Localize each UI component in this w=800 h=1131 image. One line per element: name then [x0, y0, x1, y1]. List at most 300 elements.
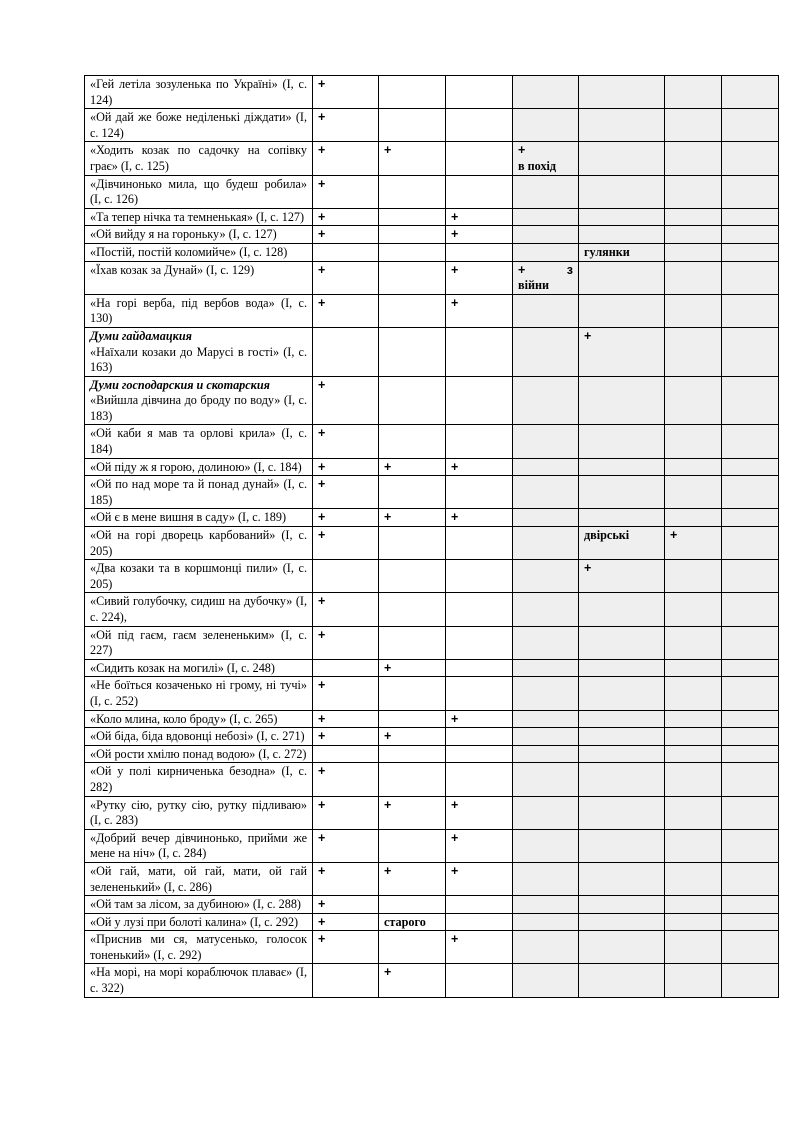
mark-cell-col1	[313, 862, 379, 895]
mark-cell-col2	[379, 913, 446, 931]
mark-cell-col2	[379, 243, 446, 261]
mark-cell-col6	[665, 593, 722, 626]
mark-cell-col4	[513, 175, 579, 208]
mark-cell-col6	[665, 913, 722, 931]
mark-cell-col5	[579, 931, 665, 964]
mark-cell-col3	[446, 593, 513, 626]
mark-cell-col3	[446, 931, 513, 964]
song-title-cell	[85, 294, 313, 327]
song-title-cell	[85, 243, 313, 261]
mark-cell-col7	[722, 763, 779, 796]
mark-word: старого	[384, 914, 426, 929]
song-title-cell	[85, 560, 313, 593]
mark-cell-col1	[313, 728, 379, 746]
mark-cell-col7	[722, 862, 779, 895]
plus-mark: +	[518, 143, 526, 158]
song-title-cell	[85, 458, 313, 476]
song-title: «Два козаки та в коршмонці пили» (І, с. 205)	[90, 561, 307, 591]
mark-cell-col5	[579, 677, 665, 710]
mark-cell-col6	[665, 76, 722, 109]
table-row	[85, 964, 779, 997]
mark-cell-col3	[446, 142, 513, 175]
mark-cell-col7	[722, 208, 779, 226]
plus-mark: +	[584, 328, 592, 343]
mark-cell-col3	[446, 261, 513, 294]
mark-cell-col6	[665, 476, 722, 509]
mark-cell-col7	[722, 659, 779, 677]
mark-cell-col5	[579, 728, 665, 746]
mark-cell-col7	[722, 964, 779, 997]
mark-cell-col2	[379, 509, 446, 527]
plus-mark: +	[451, 227, 459, 242]
mark-cell-col2	[379, 626, 446, 659]
table-row	[85, 677, 779, 710]
mark-cell-col7	[722, 913, 779, 931]
mark-cell-col5	[579, 261, 665, 294]
mark-cell-col3	[446, 796, 513, 829]
mark-cell-col1	[313, 243, 379, 261]
table-row	[85, 142, 779, 175]
plus-mark: +	[318, 932, 326, 947]
mark-cell-col5	[579, 964, 665, 997]
mark-cell-col2	[379, 425, 446, 458]
table-row	[85, 458, 779, 476]
plus-mark: +	[451, 863, 459, 878]
mark-cell-col5	[579, 862, 665, 895]
song-title-cell	[85, 677, 313, 710]
mark-cell-col6	[665, 659, 722, 677]
mark-cell-col3	[446, 829, 513, 862]
mark-cell-col6	[665, 509, 722, 527]
mark-cell-col1	[313, 659, 379, 677]
song-title-cell	[85, 226, 313, 244]
plus-mark: +	[384, 459, 392, 474]
plus-mark: +	[318, 830, 326, 845]
mark-cell-col1	[313, 829, 379, 862]
song-title: «Їхав козак за Дунай» (І, с. 129)	[90, 262, 255, 277]
mark-cell-col4	[513, 862, 579, 895]
plus-mark: +	[384, 510, 392, 525]
mark-cell-col1	[313, 677, 379, 710]
song-title: «Ой рости хмілю понад водою» (І, с. 272)	[90, 746, 307, 761]
song-title-cell	[85, 728, 313, 746]
mark-cell-col5	[579, 593, 665, 626]
mark-cell-col6	[665, 829, 722, 862]
mark-cell-col6	[665, 964, 722, 997]
plus-mark: +	[318, 711, 326, 726]
plus-mark: +	[318, 209, 326, 224]
mark-cell-col4	[513, 142, 579, 175]
mark-cell-col1	[313, 796, 379, 829]
mark-cell-col7	[722, 560, 779, 593]
mark-cell-col3	[446, 896, 513, 914]
song-title: «Сивий голубочку, сидиш на дубочку» (І, с. 224),	[90, 594, 307, 624]
mark-cell-col2	[379, 677, 446, 710]
mark-cell-col3	[446, 677, 513, 710]
plus-mark: +	[451, 510, 459, 525]
mark-cell-col5	[579, 829, 665, 862]
mark-cell-col1	[313, 208, 379, 226]
mark-cell-col5	[579, 376, 665, 425]
song-title: «Ой на горі дворець карбований» (І, с. 205)	[90, 528, 307, 558]
mark-cell-col2	[379, 763, 446, 796]
song-title: «Добрий вечер дівчинонько, прийми же мене на ніч» (І, с. 284)	[90, 830, 307, 861]
mark-cell-col5	[579, 626, 665, 659]
table-row	[85, 327, 779, 376]
mark-cell-col6	[665, 327, 722, 376]
mark-cell-col6	[665, 226, 722, 244]
mark-cell-col1	[313, 109, 379, 142]
plus-mark: +	[318, 678, 326, 693]
plus-mark: +	[318, 143, 326, 158]
plus-mark: +	[318, 77, 326, 91]
song-title: «На горі верба, під вербов вода» (І, с. 130)	[90, 295, 307, 326]
table-row	[85, 376, 779, 425]
song-title-cell	[85, 745, 313, 763]
song-title: «Коло млина, коло броду» (І, с. 265)	[90, 711, 278, 726]
mark-cell-col4	[513, 109, 579, 142]
mark-cell-col2	[379, 560, 446, 593]
plus-mark: +	[318, 510, 326, 525]
plus-mark: +	[384, 729, 392, 744]
table-row	[85, 862, 779, 895]
table-row	[85, 243, 779, 261]
mark-cell-col5	[579, 226, 665, 244]
song-title: «Ой у лузі при болоті калина» (І, с. 292)	[90, 914, 299, 929]
mark-cell-col7	[722, 728, 779, 746]
mark-cell-col5	[579, 745, 665, 763]
mark-cell-col4	[513, 327, 579, 376]
mark-cell-col2	[379, 862, 446, 895]
mark-cell-col5	[579, 208, 665, 226]
mark-cell-col7	[722, 931, 779, 964]
mark-cell-col4	[513, 896, 579, 914]
plus-mark: +	[384, 143, 392, 158]
song-title: «Та тепер нічка та темненькая» (І, с. 127)	[90, 209, 305, 224]
mark-cell-col5	[579, 425, 665, 458]
mark-cell-col5	[579, 796, 665, 829]
table-row	[85, 829, 779, 862]
mark-cell-col3	[446, 964, 513, 997]
song-title: «Гей летіла зозуленька по Україні» (І, с. 124)	[90, 77, 307, 107]
mark-cell-col5	[579, 76, 665, 109]
mark-cell-col3	[446, 509, 513, 527]
mark-cell-col5	[579, 763, 665, 796]
mark-cell-col3	[446, 710, 513, 728]
plus-mark: +	[384, 965, 392, 980]
mark-cell-col4	[513, 659, 579, 677]
mark-cell-col5	[579, 509, 665, 527]
mark-cell-col1	[313, 226, 379, 244]
mark-cell-col6	[665, 745, 722, 763]
mark-cell-col2	[379, 728, 446, 746]
mark-suffix: з	[566, 262, 573, 277]
table-row	[85, 294, 779, 327]
mark-cell-col2	[379, 659, 446, 677]
song-title-cell	[85, 261, 313, 294]
mark-cell-col6	[665, 560, 722, 593]
mark-cell-col2	[379, 527, 446, 560]
song-title: «Вийшла дівчина до броду по воду» (І, с. 183)	[90, 393, 307, 423]
songs-table-body	[85, 76, 779, 998]
mark-cell-col3	[446, 763, 513, 796]
mark-cell-col4	[513, 261, 579, 294]
mark-cell-col3	[446, 109, 513, 142]
song-title-cell	[85, 208, 313, 226]
table-row	[85, 560, 779, 593]
mark-cell-col7	[722, 593, 779, 626]
song-title: «Ой по над море та й понад дунай» (І, с. 185)	[90, 477, 307, 507]
plus-mark: +	[318, 295, 326, 310]
mark-cell-col1	[313, 527, 379, 560]
mark-cell-col1	[313, 294, 379, 327]
mark-cell-col5	[579, 327, 665, 376]
mark-cell-col4	[513, 243, 579, 261]
mark-cell-col6	[665, 175, 722, 208]
table-row	[85, 175, 779, 208]
table-row	[85, 261, 779, 294]
song-title: «Ой каби я мав та орлові крила» (І, с. 184)	[90, 426, 307, 457]
mark-cell-col2	[379, 76, 446, 109]
mark-cell-col4	[513, 294, 579, 327]
mark-cell-col5	[579, 913, 665, 931]
song-title: «Приснив ми ся, матусенько, голосок тоненький» (І, с. 292)	[90, 932, 307, 962]
mark-cell-col1	[313, 913, 379, 931]
song-title: «На морі, на морі кораблючок плаває» (І, с. 322)	[90, 965, 307, 996]
mark-cell-col2	[379, 458, 446, 476]
mark-cell-col6	[665, 626, 722, 659]
mark-cell-col1	[313, 142, 379, 175]
song-title-cell	[85, 829, 313, 862]
mark-cell-col3	[446, 745, 513, 763]
mark-cell-col5	[579, 142, 665, 175]
mark-cell-col1	[313, 626, 379, 659]
song-title-cell	[85, 659, 313, 677]
mark-cell-col5	[579, 527, 665, 560]
mark-cell-col4	[513, 476, 579, 509]
mark-cell-col1	[313, 76, 379, 109]
mark-cell-col6	[665, 142, 722, 175]
table-row	[85, 109, 779, 142]
mark-cell-col5	[579, 294, 665, 327]
mark-cell-col3	[446, 458, 513, 476]
mark-cell-col2	[379, 796, 446, 829]
song-title-cell	[85, 327, 313, 376]
plus-mark: +	[451, 830, 459, 845]
mark-cell-col2	[379, 376, 446, 425]
table-row	[85, 763, 779, 796]
song-title: «Наїхали козаки до Марусі в гості» (І, с. 163)	[90, 344, 307, 375]
mark-cell-col6	[665, 109, 722, 142]
mark-cell-col7	[722, 896, 779, 914]
table-row	[85, 896, 779, 914]
plus-mark: +	[318, 914, 326, 929]
plus-mark: +	[451, 459, 459, 474]
song-title: «Ой є в мене вишня в саду» (І, с. 189)	[90, 510, 287, 525]
mark-cell-col5	[579, 476, 665, 509]
song-title-cell	[85, 527, 313, 560]
table-row	[85, 931, 779, 964]
mark-cell-col5	[579, 659, 665, 677]
mark-cell-col7	[722, 509, 779, 527]
mark-cell-col4	[513, 796, 579, 829]
mark-cell-col1	[313, 376, 379, 425]
table-row	[85, 509, 779, 527]
mark-cell-col1	[313, 327, 379, 376]
mark-cell-col7	[722, 745, 779, 763]
song-title: «Сидить козак на могилі» (І, с. 248)	[90, 660, 275, 675]
mark-cell-col1	[313, 509, 379, 527]
mark-cell-col2	[379, 175, 446, 208]
mark-cell-col3	[446, 376, 513, 425]
mark-cell-col1	[313, 593, 379, 626]
mark-cell-col7	[722, 710, 779, 728]
mark-cell-col1	[313, 896, 379, 914]
mark-cell-col1	[313, 964, 379, 997]
plus-mark: +	[318, 459, 326, 474]
table-row	[85, 728, 779, 746]
mark-cell-col5	[579, 458, 665, 476]
plus-mark: +	[318, 426, 326, 441]
mark-cell-col3	[446, 728, 513, 746]
section-header: Думи гайдамацкия	[90, 328, 192, 343]
mark-cell-col3	[446, 226, 513, 244]
song-title-cell	[85, 931, 313, 964]
mark-cell-col2	[379, 964, 446, 997]
mark-cell-col1	[313, 175, 379, 208]
mark-cell-col7	[722, 425, 779, 458]
mark-cell-col3	[446, 425, 513, 458]
mark-cell-col2	[379, 142, 446, 175]
mark-cell-col3	[446, 76, 513, 109]
mark-cell-col4	[513, 677, 579, 710]
mark-cell-col4	[513, 710, 579, 728]
plus-mark: +	[318, 729, 326, 744]
song-title-cell	[85, 509, 313, 527]
mark-cell-col4	[513, 376, 579, 425]
plus-mark: +	[318, 110, 326, 125]
mark-cell-col7	[722, 76, 779, 109]
mark-cell-col2	[379, 476, 446, 509]
mark-cell-col1	[313, 458, 379, 476]
song-title-cell	[85, 896, 313, 914]
song-title: «Ой дай же боже неділенькі діждати» (І, с. 124)	[90, 110, 307, 140]
mark-cell-col4	[513, 728, 579, 746]
plus-mark: +	[318, 594, 326, 609]
song-title: «Ой у полі кирниченька безодна» (І, с. 282)	[90, 764, 307, 794]
mark-cell-col7	[722, 226, 779, 244]
song-title-cell	[85, 593, 313, 626]
plus-mark: +	[584, 561, 592, 576]
plus-mark: +	[318, 377, 326, 392]
mark-cell-col2	[379, 226, 446, 244]
song-title-cell	[85, 913, 313, 931]
song-title-cell	[85, 175, 313, 208]
mark-cell-col7	[722, 243, 779, 261]
mark-cell-col4	[513, 458, 579, 476]
mark-cell-col2	[379, 931, 446, 964]
mark-cell-col4	[513, 593, 579, 626]
mark-cell-col4	[513, 425, 579, 458]
plus-mark: +	[384, 660, 392, 675]
song-title-cell	[85, 763, 313, 796]
table-row	[85, 593, 779, 626]
mark-cell-col3	[446, 476, 513, 509]
mark-word: в похід	[518, 158, 557, 173]
plus-mark: +	[318, 227, 326, 242]
mark-cell-col2	[379, 208, 446, 226]
mark-word: двірські	[584, 528, 630, 543]
mark-cell-col3	[446, 243, 513, 261]
mark-cell-col3	[446, 294, 513, 327]
mark-cell-col4	[513, 76, 579, 109]
song-title-cell	[85, 862, 313, 895]
mark-cell-col2	[379, 710, 446, 728]
mark-cell-col4	[513, 626, 579, 659]
mark-cell-col1	[313, 560, 379, 593]
table-row	[85, 226, 779, 244]
mark-cell-col3	[446, 913, 513, 931]
mark-cell-col7	[722, 829, 779, 862]
table-row	[85, 527, 779, 560]
plus-mark: +	[384, 797, 392, 812]
table-row	[85, 710, 779, 728]
mark-cell-col2	[379, 261, 446, 294]
mark-cell-col4	[513, 964, 579, 997]
mark-cell-col5	[579, 243, 665, 261]
song-title: «Ой гай, мати, ой гай, мати, ой гай зелененький» (І, с. 286)	[90, 863, 307, 894]
song-title: «Ой біда, біда вдовонці небозі» (І, с. 271)	[90, 729, 305, 744]
table-row	[85, 913, 779, 931]
mark-cell-col1	[313, 425, 379, 458]
mark-cell-col4	[513, 931, 579, 964]
plus-mark: +	[318, 528, 326, 543]
mark-line	[518, 263, 573, 279]
table-row	[85, 208, 779, 226]
mark-cell-col3	[446, 659, 513, 677]
mark-cell-col1	[313, 745, 379, 763]
mark-cell-col6	[665, 763, 722, 796]
mark-cell-col1	[313, 476, 379, 509]
mark-cell-col7	[722, 376, 779, 425]
song-title: «Не боїться козаченько ні грому, ні тучі» (І, с. 252)	[90, 678, 307, 708]
mark-cell-col3	[446, 527, 513, 560]
mark-cell-col6	[665, 862, 722, 895]
song-title-cell	[85, 376, 313, 425]
plus-mark: +	[451, 711, 459, 726]
plus-mark: +	[318, 262, 326, 277]
mark-cell-col7	[722, 527, 779, 560]
mark-word: війни	[518, 278, 550, 293]
mark-cell-col1	[313, 261, 379, 294]
song-title-cell	[85, 796, 313, 829]
plus-mark: +	[384, 863, 392, 878]
mark-cell-col6	[665, 376, 722, 425]
song-title: «Ходить козак по садочку на сопівку грає» (І, с. 125)	[90, 143, 307, 173]
songs-table	[84, 75, 779, 998]
mark-cell-col6	[665, 728, 722, 746]
mark-cell-col6	[665, 208, 722, 226]
mark-cell-col7	[722, 796, 779, 829]
plus-mark: +	[318, 863, 326, 878]
song-title-cell	[85, 710, 313, 728]
mark-cell-col3	[446, 208, 513, 226]
table-row	[85, 626, 779, 659]
mark-cell-col4	[513, 829, 579, 862]
song-title: «Ой піду ж я горою, долиною» (І, с. 184)	[90, 459, 302, 474]
table-row	[85, 796, 779, 829]
plus-mark: +	[318, 477, 326, 492]
